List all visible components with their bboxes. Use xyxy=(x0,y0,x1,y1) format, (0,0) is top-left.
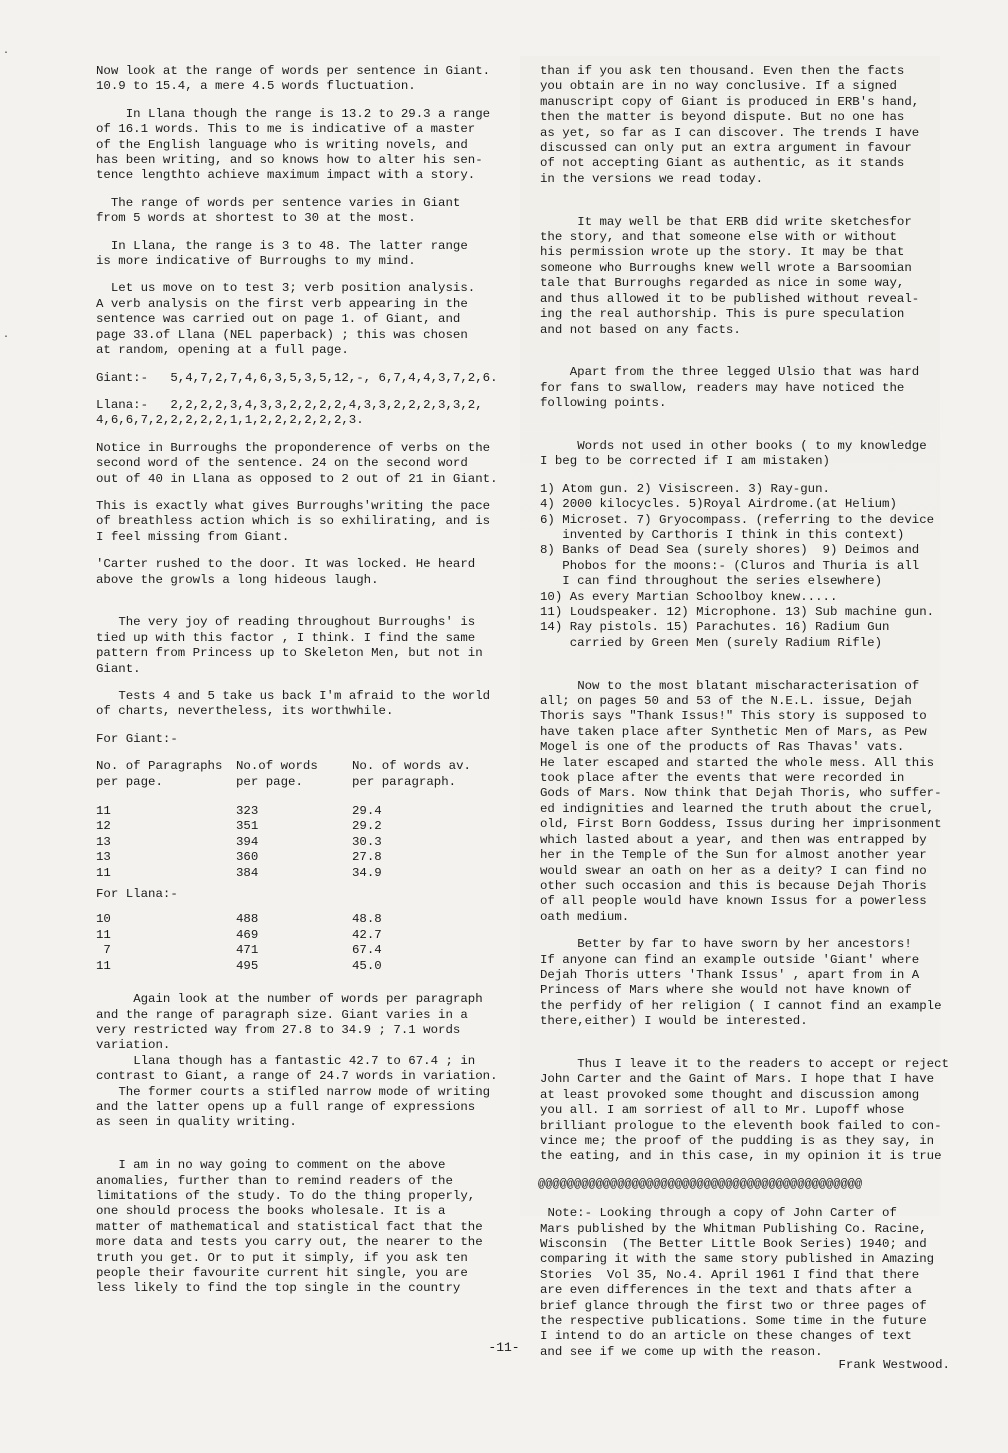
table-cell: 29.2 xyxy=(352,819,382,834)
table-row xyxy=(96,850,502,865)
table-cell: 27.8 xyxy=(352,850,382,865)
table-header: No. of words av. per paragraph. xyxy=(352,759,471,789)
list-item: 14) Ray pistols. 15) Parachutes. 16) Radium Gun xyxy=(540,620,890,635)
table-cell: 11 xyxy=(96,958,111,973)
list-item: Phobos for the moons:- (Cluros and Thuria is all xyxy=(540,558,920,573)
giant-verb-data: Giant:- 5,4,7,2,7,4,6,3,5,3,5,12,-, 6,7,4,4,3,7,2,6. xyxy=(96,370,498,385)
table-cell: 495 xyxy=(236,958,259,973)
list-item: 11) Loudspeaker. 12) Microphone. 13) Sub machine gun. xyxy=(540,605,935,619)
table-cell: 29.4 xyxy=(352,804,382,819)
paragraph: The very joy of reading throughout Burroughs' is tied up with this factor , I think. I find the same pattern from Princess up to Skeleton Men, but not in Giant. xyxy=(96,615,483,676)
list-item: I can find throughout the series elsewhere) xyxy=(540,574,883,589)
table-row xyxy=(96,819,502,834)
table-cell: 394 xyxy=(236,834,259,849)
giant-table-label: For Giant:- xyxy=(96,731,178,746)
paragraph: I am in no way going to comment on the above anomalies, further than to remind readers of the limitations of the study. To do the thing properly, one should process the books wholesale. It is a matter of mathematical and statistical fact that the more data and tests you carry out, the nearer to the truth you get. Or to put it simply, if you ask ten people their favourite current hit single, you are less likely to find the top single in the country xyxy=(96,1158,483,1296)
ornament-divider: @@@@@@@@@@@@@@@@@@@@@@@@@@@@@@@@@@@@@@@@@@@@@ xyxy=(538,1176,863,1191)
paragraph: The range of words per sentence varies in Giant from 5 words at shortest to 30 at the most. xyxy=(96,195,461,226)
table-cell: 12 xyxy=(96,819,111,834)
page-number: -11- xyxy=(488,1340,520,1355)
right-column xyxy=(540,64,950,1374)
table-cell: 469 xyxy=(236,927,259,942)
table-header: No. of Paragraphs per page. xyxy=(96,759,223,789)
paragraph: Now look at the range of words per sentence in Giant. 10.9 to 15.4, a mere 4.5 words fluctuation. xyxy=(96,64,491,94)
list-item: 4) 2000 kilocycles. 5)Royal Airdrome.(at Helium) xyxy=(540,497,897,512)
paragraph: Again look at the number of words per paragraph and the range of paragraph size. Giant varies in a very restricted way from 27.8 to 34.9 ; 7.1 words variation. Llana though has a fantastic 42.7 to 67.4 ; in contrast to Giant, a range of 24.7 words in variation. The former courts a stifled narrow mode of writing and the latter opens up a full range of expressions as seen in quality writing. xyxy=(96,992,498,1130)
paragraph: This is exactly what gives Burroughs'writing the pace of breathless action which is so exhilirating, and is I feel missing from Giant. xyxy=(96,498,491,544)
table-header-row xyxy=(96,759,502,790)
paragraph: Tests 4 and 5 take us back I'm afraid to the world of charts, nevertheless, its worthwhile. xyxy=(96,689,491,719)
giant-stats-table xyxy=(96,759,502,881)
table-cell: 10 xyxy=(96,912,111,927)
table-cell: 42.7 xyxy=(352,927,382,942)
margin-mark: . xyxy=(3,330,10,341)
table-cell: 7 xyxy=(96,943,111,958)
table-row xyxy=(96,804,502,819)
word-list xyxy=(540,482,950,651)
table-cell: 48.8 xyxy=(352,912,382,927)
list-item: 10) As every Martian Schoolboy knew..... xyxy=(540,589,838,604)
list-item: 1) Atom gun. 2) Visiscreen. 3) Ray-gun. xyxy=(540,481,830,496)
paragraph: Notice in Burroughs the proponderence of verbs on the second word of the sentence. 24 on the second word out of 40 in Llana as opposed to 2 out of 21 in Giant. xyxy=(96,440,498,486)
table-header: No.of words per page. xyxy=(236,759,318,789)
paragraph: It may well be that ERB did write sketchesfor the story, and that someone else with or without his permission wrote up the story. It may be that someone who Burroughs knew well wrote a Barsoomian tale that Burroughs regarded as nice in some way, and thus allowed it to be published without reveal- ing the real authorship. This is pure speculation and not based on any facts. xyxy=(540,214,920,337)
llana-stats-table xyxy=(96,906,502,974)
list-item: 8) Banks of Dead Sea (surely shores) 9) Deimos and xyxy=(540,543,920,558)
paragraph: Words not used in other books ( to my knowledge I beg to be corrected if I am mistaken) xyxy=(540,438,927,469)
table-cell: 351 xyxy=(236,819,259,834)
table-cell: 34.9 xyxy=(352,865,382,880)
list-item: carried by Green Men (surely Radium Rifle) xyxy=(540,635,883,650)
table-cell: 30.3 xyxy=(352,834,382,849)
table-row xyxy=(96,959,502,974)
table-cell: 11 xyxy=(96,927,111,942)
table-cell: 45.0 xyxy=(352,958,382,973)
table-row xyxy=(96,835,502,850)
table-row xyxy=(96,912,502,927)
paragraph: Let us move on to test 3; verb position analysis. A verb analysis on the first verb appearing in the sentence was carried out on page 1. of Giant, and page 33.of Llana (NEL paperback) ; this was chosen at random, opening at a full page. xyxy=(96,281,476,358)
paragraph: Thus I leave it to the readers to accept or reject John Carter and the Gaint of Mars. I hope that I have at least provoked some thought and discussion among you all. I am sorriest of all to Mr. Lupoff whose brilliant prologue to the eleventh book failed to con- vince me; the proof of the pudding is as they say, in the eating, and in this case, in my opinion it is true xyxy=(540,1056,949,1164)
table-row xyxy=(96,943,502,958)
table-cell: 11 xyxy=(96,804,111,819)
llana-table-label: For Llana:- xyxy=(96,887,178,902)
paragraph: In Llana, the range is 3 to 48. The latter range is more indicative of Burroughs to my mind. xyxy=(96,238,468,269)
quote: 'Carter rushed to the door. It was locked. He heard above the growls a long hideous laugh. xyxy=(96,557,476,587)
table-cell: 13 xyxy=(96,834,111,849)
list-item: 6) Microset. 7) Gryocompass. (referring to the device xyxy=(540,512,935,527)
paragraph: than if you ask ten thousand. Even then the facts you obtain are in no way conclusive. If a signed manuscript copy of Giant is produced in ERB's hand, then the matter is beyond dispute. But no one has as yet, so far as I can discover. The trends I have discussed can only put an extra argument in favour of not accepting Giant as authentic, as it stands in the versions we read today. xyxy=(540,64,920,186)
left-column xyxy=(96,64,504,1309)
table-cell: 488 xyxy=(236,912,259,927)
table-row xyxy=(96,866,502,881)
llana-verb-data: Llana:- 2,2,2,2,3,4,3,3,2,2,2,2,4,3,3,2,2,2,3,3,2, 4,6,6,7,2,2,2,2,2,1,1,2,2,2,2,2,2,3. xyxy=(96,397,483,428)
paragraph: Apart from the three legged Ulsio that was hard for fans to swallow, readers may have noticed the following points. xyxy=(540,365,920,411)
paragraph: Now to the most blatant mischaracterisation of all; on pages 50 and 53 of the N.E.L. issue, Dejah Thoris says "Thank Issus!" This story is supposed to have taken place after Synthetic Men of Mars, as Pew Mogel is one of the products of Ras Thavas' vats. He later escaped and started the whole mess. All this took place after the events that were recorded in Gods of Mars. Now think that Dejah Thoris, who suffer- ed indignities and learned the truth about the cruel, old, First Born Goddess, Issus during her imprisonment which lasted about a year, and then was entrapped by her in the Temple of the Sun for almost another year would swear an oath on her as a deity? I can find no other such occasion and this is because Dejah Thoris of all people would have known Issus for a powerless oath medium. xyxy=(540,678,942,924)
signature: Frank Westwood. xyxy=(838,1358,950,1373)
table-cell: 67.4 xyxy=(352,943,382,958)
table-cell: 384 xyxy=(236,865,259,880)
table-cell: 11 xyxy=(96,865,111,880)
table-cell: 471 xyxy=(236,943,259,958)
note-paragraph: Note:- Looking through a copy of John Carter of Mars published by the Whitman Publishing Co. Racine, Wisconsin (The Better Little Book Series) 1940; and comparing it with the same story published in Amazing Stories Vol 35, No.4. April 1961 I find that there are even differences in the text and thats after a brief glance through the first two or three pages of the respective publications. Some time in the future I intend to do an article on these changes of text and see if we come up with the reason. xyxy=(540,1206,935,1359)
table-cell: 13 xyxy=(96,850,111,865)
list-item: invented by Carthoris I think in this context) xyxy=(540,527,905,542)
margin-mark: . xyxy=(3,46,10,57)
table-cell: 360 xyxy=(236,850,259,865)
table-row xyxy=(96,928,502,943)
table-cell: 323 xyxy=(236,804,259,819)
paragraph: In Llana though the range is 13.2 to 29.3 a range of 16.1 words. This to me is indicative of a master of the English language who is writing novels, and has been writing, and so knows how to alter his sen- tence lengthto achieve maximum impact with a story. xyxy=(96,106,491,183)
paragraph: Better by far to have sworn by her ancestors! If anyone can find an example outside 'Giant' where Dejah Thoris utters 'Thank Issus' , apart from in A Princess of Mars where she would not have known of the perfidy of her religion ( I cannot find an example there,either) I would be interested. xyxy=(540,937,942,1029)
